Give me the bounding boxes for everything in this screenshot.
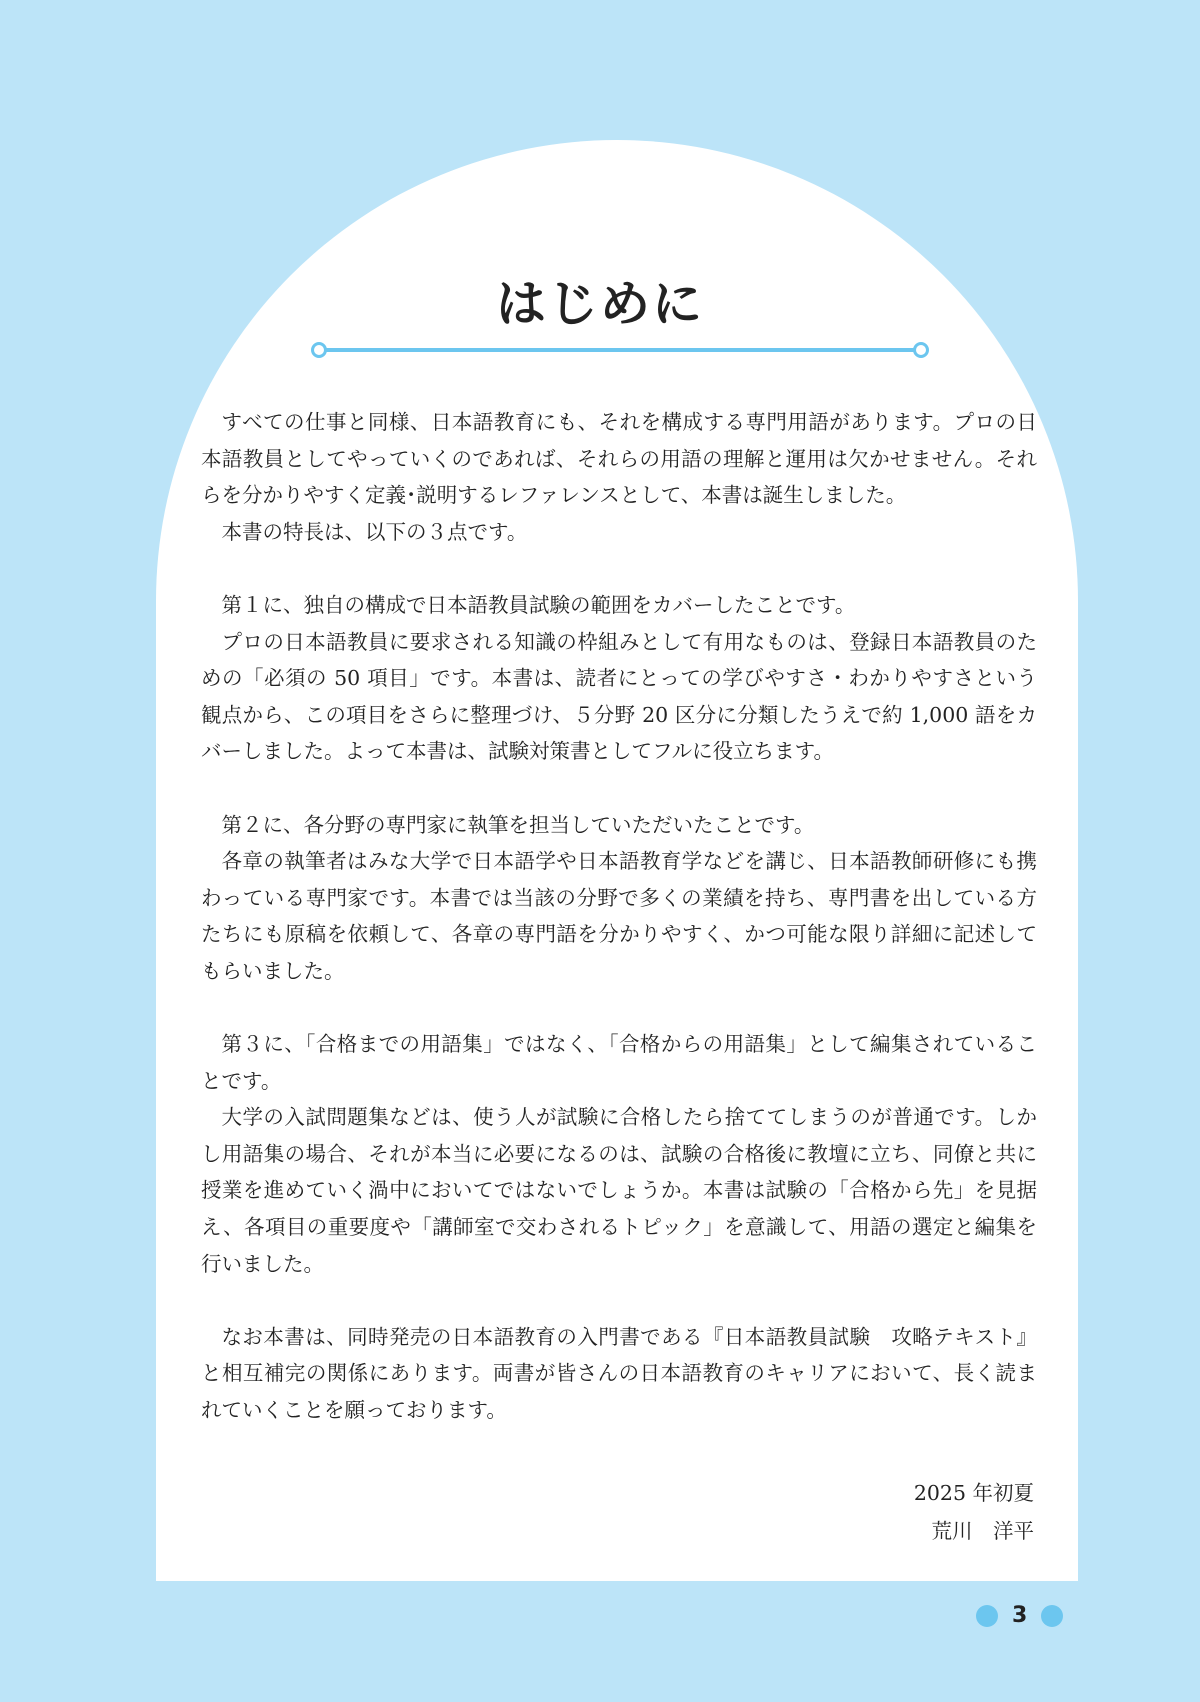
paragraph-intro: すべての仕事と同様、日本語教育にも、それを構成する専門用語があります。プロの日本語教員としてやっていくのであれば、それらの用語の理解と運用は欠かせません。それらを分かりやすく定義･説明するレファレンスとして、本書は誕生しました。 bbox=[201, 410, 1037, 508]
page-title: はじめに bbox=[496, 275, 704, 333]
signature-block bbox=[914, 1474, 1034, 1550]
paragraph-closing: なお本書は、同時発売の日本語教育の入門書である『日本語教員試験 攻略テキスト』と相互補完の関係にあります。両書が皆さんの日本語教育のキャリアにおいて、長く読まれていくことを願っております。 bbox=[201, 1324, 1037, 1423]
left-dot-ornament bbox=[976, 1605, 998, 1627]
paragraph-feature-3-heading: 第３に、「合格までの用語集」ではなく、「合格からの用語集」として編集されていることです。 bbox=[201, 1032, 1037, 1093]
paragraph-feature-1-body: プロの日本語教員に要求される知識の枠組みとして有用なものは、登録日本語教員のための「必須の 50 項目」です。本書は、読者にとっての学びやすさ・わかりやすさという観点から、この項目をさらに整理づけ、５分野 20 区分に分類したうえで約 1,000 語をカバーしました。よって本書は、試験対策書としてフルに役立ちます。 bbox=[201, 629, 1037, 764]
signature-author: 荒川 洋平 bbox=[931, 1519, 1034, 1543]
right-dot-ornament bbox=[1041, 1605, 1063, 1627]
signature-date: 2025 年初夏 bbox=[913, 1481, 1034, 1505]
paragraph-feature-1-heading: 第１に、独自の構成で日本語教員試験の範囲をカバーしたことです。 bbox=[221, 592, 856, 617]
preface-body bbox=[201, 404, 1037, 1429]
title-underline bbox=[310, 341, 930, 359]
paragraph-feature-3-body: 大学の入試問題集などは、使う人が試験に合格したら捨ててしまうのが普通です。しかし用語集の場合、それが本当に必要になるのは、試験の合格後に教壇に立ち、同僚と共に授業を進めていく渦中においてではないでしょうか。本書は試験の「合格から先」を見据え、各項目の重要度や「講師室で交わされるトピック」を意識して、用語の選定と編集を行いました。 bbox=[201, 1105, 1037, 1276]
paragraph-feature-2-body: 各章の執筆者はみな大学で日本語学や日本語教育学などを講じ、日本語教師研修にも携わっている専門家です。本書では当該の分野で多くの業績を持ち、専門書を出している方たちにも原稿を依頼して、各章の専門語を分かりやすく、かつ可能な限り詳細に記述してもらいました。 bbox=[201, 849, 1037, 983]
paragraph-feature-2-heading: 第２に、各分野の専門家に執筆を担当していただいたことです。 bbox=[221, 812, 815, 837]
page-number: 3 bbox=[1012, 1603, 1028, 1628]
page-footer bbox=[976, 1603, 1063, 1628]
paragraph-features-lead: 本書の特長は、以下の３点です。 bbox=[221, 519, 528, 544]
